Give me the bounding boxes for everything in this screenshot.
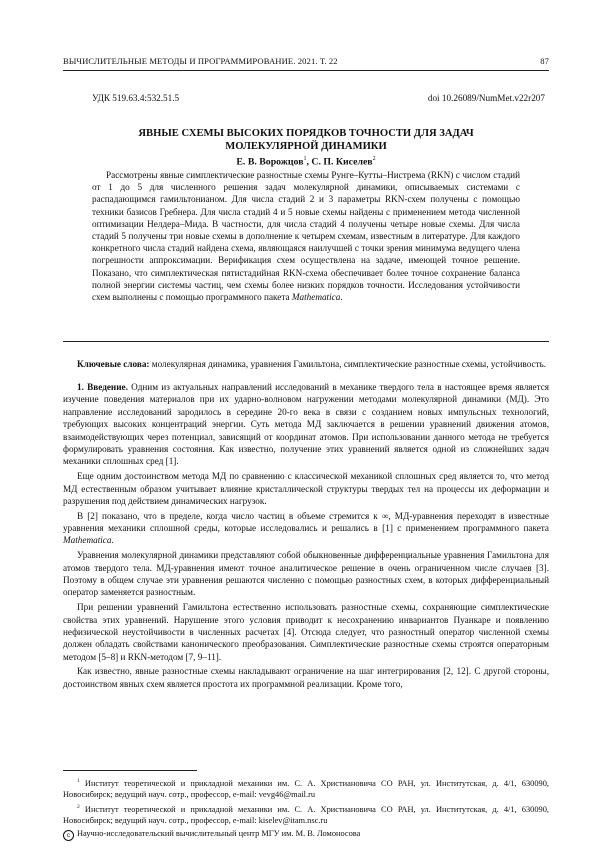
article-body xyxy=(63,381,549,690)
keywords-text: молекулярная динамика, уравнения Гамильтона, симплектические разностные схемы, устойчивость. xyxy=(149,359,547,369)
footnote-mark: 1 xyxy=(77,778,80,784)
abstract-rule xyxy=(63,341,549,342)
keywords xyxy=(63,358,549,370)
author-name: Е. В. Ворожцов xyxy=(236,156,304,168)
journal-running-title: ВЫЧИСЛИТЕЛЬНЫЕ МЕТОДЫ И ПРОГРАММИРОВАНИЕ. 2021. Т. 22 xyxy=(63,56,338,66)
copyright-line xyxy=(63,828,549,841)
abstract-paragraph xyxy=(92,169,520,303)
footnote-text: Институт теоретической и прикладной механики им. С. А. Христиановича СО РАН, ул. Институтская, д. 4/1, 630090, Новосибирск; ведущий науч. сотр., профессор, e-mail: kiselev@itam.nsc.ru xyxy=(63,805,549,826)
author-name: С. П. Киселев xyxy=(311,156,373,168)
paragraph-text: Одним из актуальных направлений исследований в механике твердого тела в настоящее время является изучение поведения материалов при их ударно-волновом нагружении методами молекулярной динамики (МД). Это направление исследований зародилось в середине 20-го века в связи с созданием новых импульсных технологий, требующих высоких концентраций энергии. Суть метода МД заключается в решении уравнений движения атомов, взаимодействующих через потенциал, зависящий от координат атомов. При использовании данного метода не требуется формулировать уравнения состояния. Как известно, получение этих уравнений является одной из сложнейших задач механики сплошных сред [1]. xyxy=(63,382,550,467)
paragraph-end: . xyxy=(111,535,114,546)
running-head xyxy=(63,56,549,66)
page-number: 87 xyxy=(540,56,549,66)
section-heading: 1. Введение. xyxy=(77,382,128,392)
article-title xyxy=(63,127,549,153)
keywords-label: Ключевые слова: xyxy=(77,359,150,369)
authors xyxy=(63,156,549,167)
footnote-mark: 2 xyxy=(77,804,80,811)
software-name: Mathematica xyxy=(63,535,112,546)
paragraph-text: В [2] показано, что в пределе, когда число частиц в объеме стремится к ∞, МД-уравнения переходят в известные уравнения механики сплошной среды, которые исследовались и решались в [1] с применением программного пакета xyxy=(63,510,549,534)
doi: doi 10.26089/NumMet.v22r207 xyxy=(427,93,545,103)
body-paragraph xyxy=(63,381,549,468)
title-line-2: МОЛЕКУЛЯРНОЙ ДИНАМИКИ xyxy=(225,141,387,152)
body-paragraph xyxy=(63,510,549,547)
body-paragraph: При решении уравнений Гамильтона естественно использовать разностные схемы, сохраняющие симплектические свойства этих уравнений. Нарушение этого условия приводит к несохранению инвариантов Пуанкаре и появлению нефизической неустойчивости в численных расчетах [4]. Отсюда следует, что разностный оператор численной схемы должен обладать свойствами канонического преобразования. Симплектические разностные схемы строятся операторным методом [5–8] и RKN-методом [7, 9–11]. xyxy=(63,602,549,662)
footnote xyxy=(63,776,549,800)
udc-code: УДК 519.63.4:532.51.5 xyxy=(92,93,180,103)
keywords-paragraph xyxy=(63,358,549,370)
body-paragraph: Еще одним достоинством метода МД по сравнению с классической механикой сплошных сред является то, что метод МД естественным образом учитывает влияние кристаллической структуры твердых тел на процессы их деформации и разрушения под действием динамических нагрузок. xyxy=(63,471,549,506)
body-paragraph: Уравнения молекулярной динамики представляют собой обыкновенные дифференциальные уравнения Гамильтона для атомов твердого тела. МД-уравнения имеют точное аналитическое решение в очень ограниченном числе случаев [3]. Поэтому в общем случае эти уравнения решаются численно с помощью разностных схем, в которых дифференциальный оператор заменяется разностным. xyxy=(63,550,549,598)
author-separator: , xyxy=(306,156,312,168)
software-name: Mathematica xyxy=(291,292,341,303)
author-affiliation-mark: 1 xyxy=(303,156,307,162)
footnote-rule xyxy=(63,770,197,771)
footnote-text: Институт теоретической и прикладной механики им. С. А. Христиановича СО РАН, ул. Институтская, д. 4/1, 630090, Новосибирск; ведущий науч. сотр., профессор, e-mail: vevg46@mail.ru xyxy=(63,778,549,799)
body-paragraph: Как известно, явные разностные схемы накладывают ограничение на шаг интегрирования [2, 12]. С другой стороны, достоинством явных схем является простота их программной реализации. Кроме того, xyxy=(63,666,549,689)
abstract xyxy=(92,169,520,303)
footnote xyxy=(63,802,549,826)
header-rule xyxy=(63,70,549,71)
copyright-icon: c xyxy=(63,830,74,841)
title-line-1: ЯВНЫЕ СХЕМЫ ВЫСОКИХ ПОРЯДКОВ ТОЧНОСТИ ДЛЯ ЗАДАЧ xyxy=(138,128,474,139)
footnotes xyxy=(63,776,549,843)
abstract-text: Рассмотрены явные симплектические разностные схемы Рунге–Кутты–Нистрема (RKN) с числом стадий от 1 до 5 для численного решения задач молекулярной динамики, описываемых системами с распадающимся гамильтонианом. Для числа стадий 2 и 3 параметры RKN-схем получены с помощью техники базисов Гребнера. Для числа стадий 4 и 5 новые схемы найдены с применением метода численной оптимизации Нелдера–Мида. В частности, для числа стадий 4 получены четыре новые схемы. Для числа стадий 5 получены три новые схемы в дополнение к четырем схемам, известным в литературе. Для каждого конкретного числа стадий найдена схема, являющаяся наилучшей с точки зрения минимума ведущего члена погрешности аппроксимации. Верификация схем осуществлена на задаче, имеющей точное решение. Показано, что симплектическая пятистадийная RKN-схема обеспечивает более точное сохранение баланса полной энергии системы частиц, чем схемы более низких порядков точности. Исследования устойчивости схем выполнены с помощью программного пакета xyxy=(92,170,520,303)
author-affiliation-mark: 2 xyxy=(372,156,376,162)
abstract-end: . xyxy=(340,292,343,303)
copyright-text: Научно-исследовательский вычислительный центр МГУ им. М. В. Ломоносова xyxy=(77,829,361,839)
